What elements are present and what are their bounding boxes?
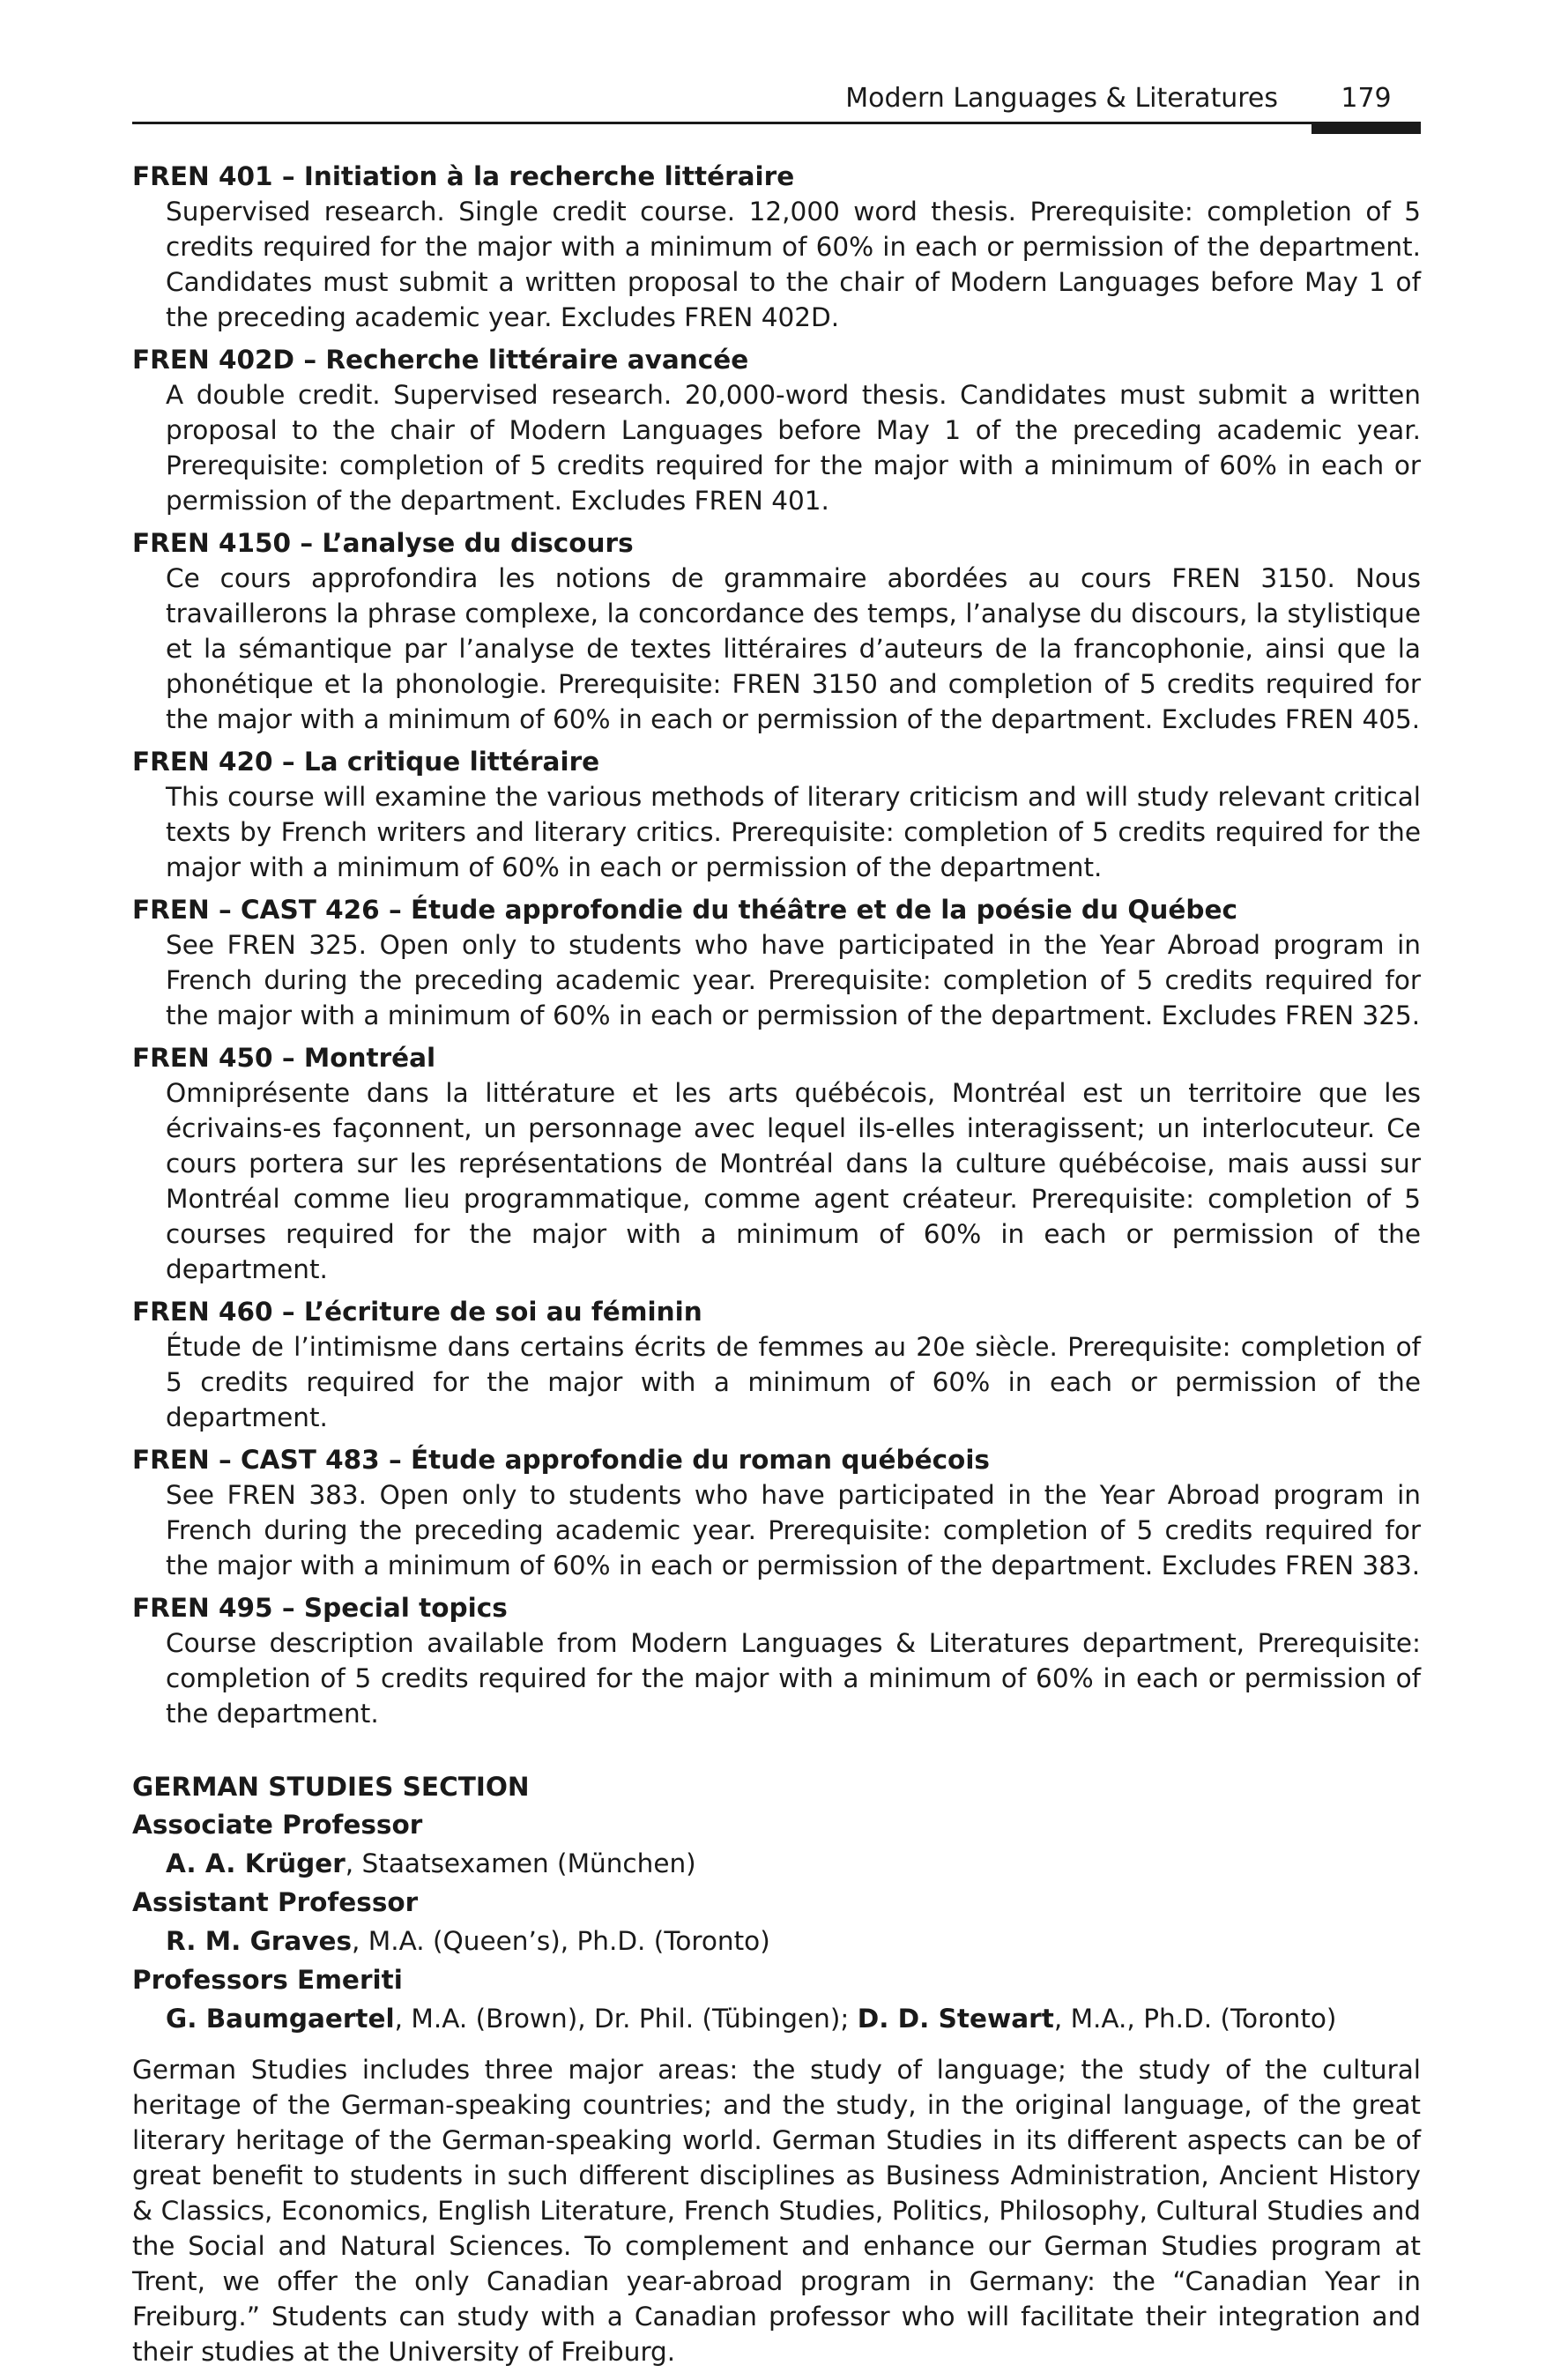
faculty-name: D. D. Stewart xyxy=(857,2004,1054,2034)
header-rule xyxy=(132,122,1421,124)
faculty-name: A. A. Krüger xyxy=(166,1848,346,1878)
course-description: Étude de l’intimisme dans certains écrits de femmes au 20e siècle. Prerequisite: completion of 5 credits required for the major with a minimum of 60% in each or permission of the department. xyxy=(166,1332,1421,1432)
faculty-credentials: , M.A., Ph.D. (Toronto) xyxy=(1053,2004,1337,2034)
course-title: FREN 450 – Montréal xyxy=(132,1043,436,1073)
course-description: Course description available from Modern Languages & Literatures department, Prerequisite: completion of 5 credits required for the major with a minimum of 60% in each or permission of the department. xyxy=(166,1628,1421,1729)
section-intro-paragraph: German Studies includes three major areas: the study of language; the study of the cultural heritage of the German-speaking countries; and the study, in the original language, of the great literary heritage of the German-speaking world. German Studies in its different aspects can be of great benefit to students in such different disciplines as Business Administration, Ancient History & Classics, Economics, English Literature, French Studies, Politics, Philosophy, Cultural Studies and the Social and Natural Sciences. To complement and enhance our German Studies program at Trent, we offer the only Canadian year-abroad program in Germany: the “Canadian Year in Freiburg.” Students can study with a Canadian professor who will facilitate their integration and their studies at the University of Freiburg. xyxy=(132,2055,1421,2367)
course-title: FREN 4150 – L’analyse du discours xyxy=(132,528,634,558)
course-description: This course will examine the various methods of literary criticism and will study relevant critical texts by French writers and literary critics. Prerequisite: completion of 5 credits required for the major with a minimum of 60% in each or permission of the department. xyxy=(166,782,1421,882)
course-entry xyxy=(132,159,1421,335)
course-entry xyxy=(132,342,1421,518)
course-entry xyxy=(132,892,1421,1033)
faculty-entry xyxy=(166,1999,1421,2038)
faculty-rank-heading: Professors Emeriti xyxy=(132,1965,403,1995)
course-entry xyxy=(132,1442,1421,1583)
course-entry xyxy=(132,525,1421,737)
course-description: Supervised research. Single credit course. 12,000 word thesis. Prerequisite: completion of 5 credits required for the major with a minimum of 60% in each or permission of the department. Candidates must submit a written proposal to the chair of Modern Languages before May 1 of the preceding academic year. Excludes FREN 402D. xyxy=(166,197,1421,332)
faculty-credentials: , M.A. (Queen’s), Ph.D. (Toronto) xyxy=(352,1926,770,1956)
course-description: A double credit. Supervised research. 20,000-word thesis. Candidates must submit a written proposal to the chair of Modern Languages before May 1 of the preceding academic year. Prerequisite: completion of 5 credits required for the major with a minimum of 60% in each or permission of the department. Excludes FREN 401. xyxy=(166,380,1421,516)
page-content xyxy=(132,159,1421,2369)
section-heading: GERMAN STUDIES SECTION xyxy=(132,1772,530,1802)
course-description: See FREN 325. Open only to students who have participated in the Year Abroad program in French during the preceding academic year. Prerequisite: completion of 5 credits required for the major with a minimum of 60% in each or permission of the department. Excludes FREN 325. xyxy=(166,930,1421,1030)
faculty-rank-heading: Assistant Professor xyxy=(132,1887,419,1917)
faculty-credentials: , Staatsexamen (München) xyxy=(345,1848,696,1878)
course-entry xyxy=(132,1590,1421,1731)
course-title: FREN 401 – Initiation à la recherche littéraire xyxy=(132,161,795,191)
course-entry xyxy=(132,1040,1421,1287)
faculty-name: G. Baumgaertel xyxy=(166,2004,395,2034)
course-title: FREN 420 – La critique littéraire xyxy=(132,747,600,777)
course-description: Ce cours approfondira les notions de grammaire abordées au cours FREN 3150. Nous travaillerons la phrase complexe, la concordance des temps, l’analyse du discours, la stylistique et la sémantique par l’analyse de textes littéraires d’auteurs de la francophonie, ainsi que la phonétique et la phonologie. Prerequisite: FREN 3150 and completion of 5 credits required for the major with a minimum of 60% in each or permission of the department. Excludes FREN 405. xyxy=(166,563,1421,734)
course-title: FREN 460 – L’écriture de soi au féminin xyxy=(132,1297,702,1327)
course-entry xyxy=(132,744,1421,885)
running-header-title: Modern Languages & Literatures xyxy=(845,83,1278,114)
course-title: FREN – CAST 483 – Étude approfondie du roman québécois xyxy=(132,1445,990,1475)
faculty-rank-heading: Associate Professor xyxy=(132,1810,423,1840)
course-description: Omniprésente dans la littérature et les arts québécois, Montréal est un territoire que les écrivains-es façonnent, un personnage avec lequel ils-elles interagissent; un interlocuteur. Ce cours portera sur les représentations de Montréal dans la culture québécoise, mais aussi sur Montréal comme lieu programmatique, comme agent créateur. Prerequisite: completion of 5 courses required for the major with a minimum of 60% in each or permission of the department. xyxy=(166,1078,1421,1284)
faculty-credentials: , M.A. (Brown), Dr. Phil. (Tübingen); xyxy=(394,2004,858,2034)
course-title: FREN 402D – Recherche littéraire avancée xyxy=(132,345,749,375)
course-entry xyxy=(132,1294,1421,1435)
faculty-entry xyxy=(166,1844,1421,1883)
header-tab-bar xyxy=(1312,122,1421,134)
page-number: 179 xyxy=(1341,83,1392,114)
faculty-entry xyxy=(166,1922,1421,1960)
course-title: FREN 495 – Special topics xyxy=(132,1593,508,1623)
faculty-name: R. M. Graves xyxy=(166,1926,353,1956)
course-title: FREN – CAST 426 – Étude approfondie du théâtre et de la poésie du Québec xyxy=(132,895,1238,925)
course-description: See FREN 383. Open only to students who have participated in the Year Abroad program in French during the preceding academic year. Prerequisite: completion of 5 credits required for the major with a minimum of 60% in each or permission of the department. Excludes FREN 383. xyxy=(166,1480,1421,1580)
